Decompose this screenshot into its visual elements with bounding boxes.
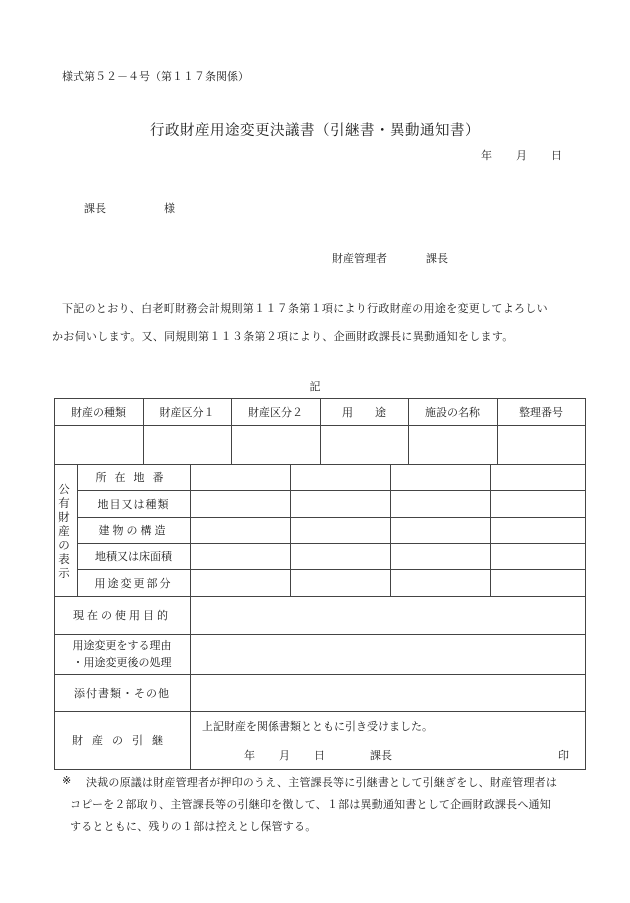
row-label-change-part: 用途変更部分 <box>94 576 173 590</box>
reason-line-1: 用途変更をする理由 <box>72 639 172 652</box>
input-purpose[interactable] <box>320 425 408 464</box>
note-line-2: コピーを２部取り、主管課長等の引継印を徴して、１部は異動通知書として企画財政課長へ通知 <box>70 798 551 811</box>
row-label-land-type: 地目又は種類 <box>97 497 170 511</box>
vertical-char: 産 <box>58 524 70 538</box>
addressee-title: 課長 <box>84 202 106 215</box>
table-border-bottom <box>54 769 586 770</box>
header-reference-number: 整理番号 <box>519 405 563 419</box>
col-line <box>290 464 291 596</box>
note-line-3: するとともに、残りの１部は控えとし保管する。 <box>70 820 317 833</box>
handover-year: 年 <box>244 749 255 762</box>
row-label-current-purpose: 現在の使用目的 <box>73 609 171 622</box>
handover-month: 月 <box>279 749 290 762</box>
header-facility-name: 施設の名称 <box>425 405 480 419</box>
seal-mark: 印 <box>558 749 569 762</box>
document-title: 行政財産用途変更決議書（引継書・異動通知書） <box>150 123 480 139</box>
sender-title: 課長 <box>426 252 448 265</box>
body-line-2: かお伺いします。又、同規則第１１３条第２項により、企画財政課長に異動通知をします。 <box>52 330 514 343</box>
note-mark: ※ <box>62 774 72 787</box>
vertical-char: の <box>58 538 70 552</box>
header-category-2: 財産区分２ <box>248 405 303 419</box>
table-border-right <box>585 398 586 769</box>
row-label-building-structure: 建物の構造 <box>98 524 169 537</box>
form-number: 様式第５２－４号（第１１７条関係） <box>62 70 249 83</box>
col-line <box>190 464 191 769</box>
note-line-1: 決裁の原議は財産管理者が押印のうえ、主管課長等に引継書として引継ぎをし、財産管理者は <box>86 776 558 789</box>
row-label-attachments: 添付書類・その他 <box>74 686 170 700</box>
reason-line-2: ・用途変更後の処理 <box>72 656 172 669</box>
vertical-char: 財 <box>58 510 70 524</box>
col-line <box>390 464 391 596</box>
vertical-char: 有 <box>58 496 70 510</box>
handover-day: 日 <box>314 749 325 762</box>
vertical-char: 公 <box>58 482 70 496</box>
handover-text: 上記財産を関係書類とともに引き受けました。 <box>202 720 433 733</box>
header-purpose: 用 途 <box>342 405 386 419</box>
row-label-area: 地積又は床面積 <box>95 550 172 563</box>
row-label-change-reason <box>54 634 190 674</box>
body-line-1: 下記のとおり、白老町財務会計規則第１１７条第１項により行政財産の用途を変更してよろしい <box>62 302 548 315</box>
handover-title: 課長 <box>370 749 392 762</box>
input-property-type[interactable] <box>54 425 143 464</box>
input-category-1[interactable] <box>143 425 231 464</box>
vertical-char: 示 <box>58 566 70 580</box>
sender-role: 財産管理者 <box>332 252 387 265</box>
date-year: 年 <box>481 149 492 162</box>
public-property-label <box>55 466 73 596</box>
addressee-honorific: 様 <box>164 202 175 215</box>
col-line <box>490 464 491 596</box>
input-facility-name[interactable] <box>408 425 497 464</box>
ki-heading: 記 <box>309 380 321 393</box>
header-property-type: 財産の種類 <box>71 405 126 419</box>
date-month: 月 <box>516 149 527 162</box>
vertical-char: 表 <box>58 552 70 566</box>
row-label-location: 所在地番 <box>95 471 172 484</box>
input-category-2[interactable] <box>231 425 320 464</box>
date-day: 日 <box>551 149 562 162</box>
row-label-handover: 財産の引継 <box>72 734 172 747</box>
header-category-1: 財産区分１ <box>159 405 215 419</box>
input-reference-number[interactable] <box>497 425 585 464</box>
